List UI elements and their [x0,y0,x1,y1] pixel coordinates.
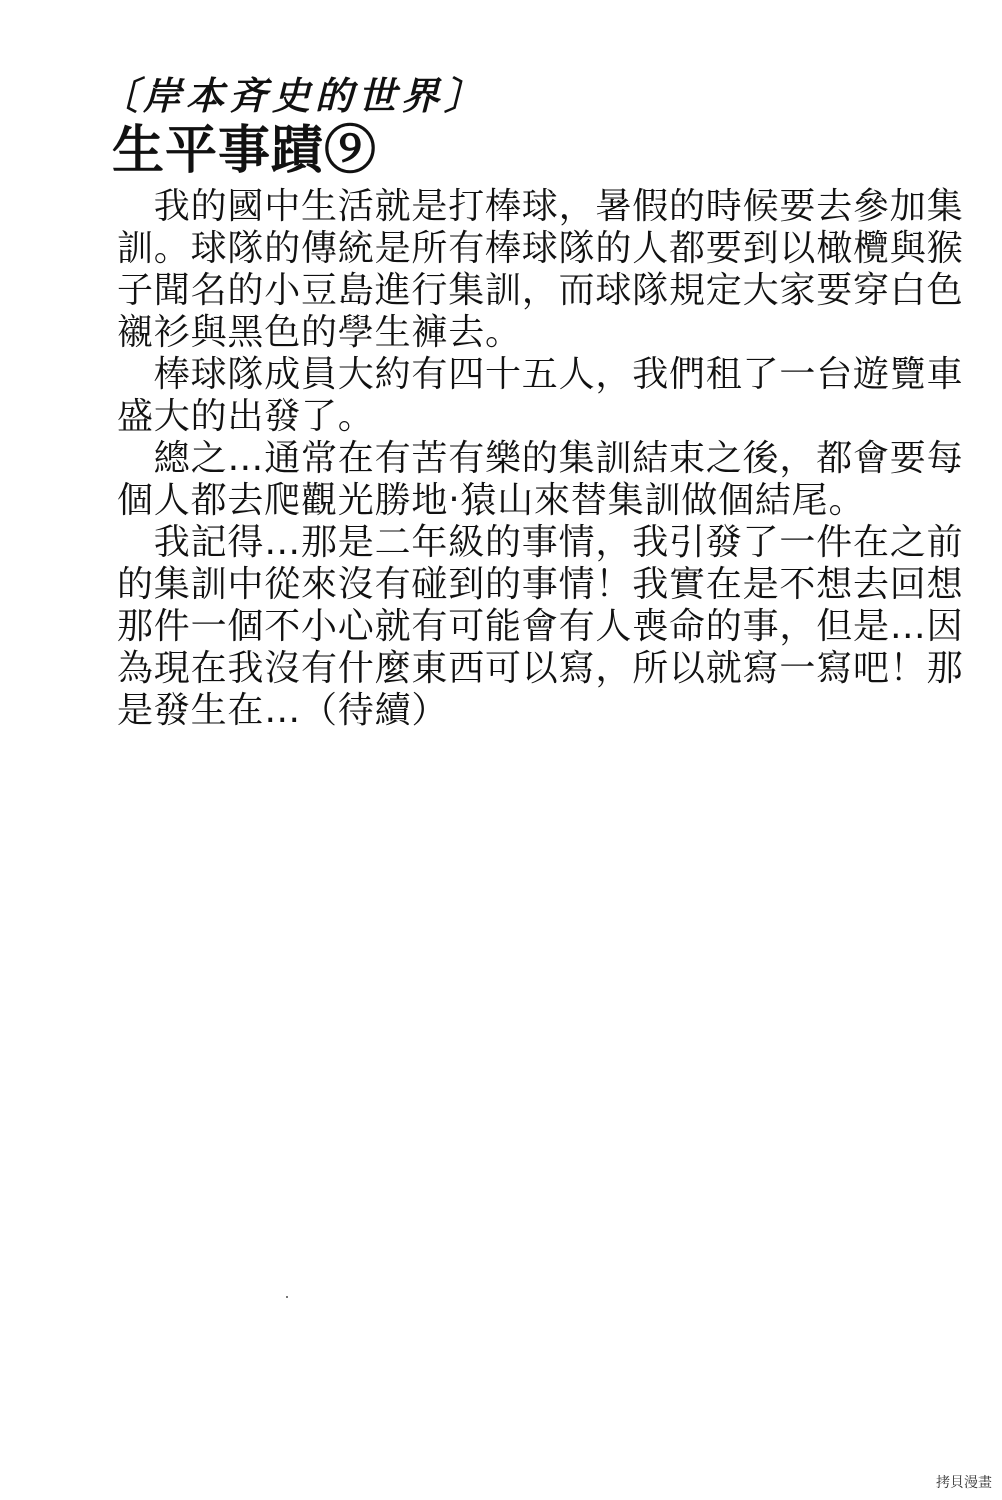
text-line: 為現在我沒有什麼東西可以寫，所以就寫一寫吧！那 [117,648,964,689]
text-line: 訓。球隊的傳統是所有棒球隊的人都要到以橄欖與猴 [117,228,964,269]
series-header: 〔岸本斉史的世界〕 [100,73,488,118]
text-line: 是發生在…（待續） [117,690,449,731]
scan-speck [286,1296,288,1298]
text-line: 襯衫與黑色的學生褲去。 [117,312,522,353]
text-line: 那件一個不小心就有可能會有人喪命的事，但是…因 [117,606,964,647]
page-title: 生平事蹟⑨ [112,120,378,181]
text-line: 個人都去爬觀光勝地‧猿山來替集訓做個結尾。 [117,480,866,521]
body-text [117,186,964,732]
watermark: 拷貝漫畫 [936,1475,992,1491]
text-line: 棒球隊成員大約有四十五人，我們租了一台遊覽車 [117,354,964,395]
text-line: 我的國中生活就是打棒球，暑假的時候要去參加集 [117,186,964,227]
text-line: 的集訓中從來沒有碰到的事情！我實在是不想去回想 [117,564,964,605]
text-line: 子聞名的小豆島進行集訓，而球隊規定大家要穿白色 [117,270,964,311]
text-line: 我記得…那是二年級的事情，我引發了一件在之前 [117,522,964,563]
text-line: 盛大的出發了。 [117,396,375,437]
text-line: 總之…通常在有苦有樂的集訓結束之後，都會要每 [117,438,964,479]
